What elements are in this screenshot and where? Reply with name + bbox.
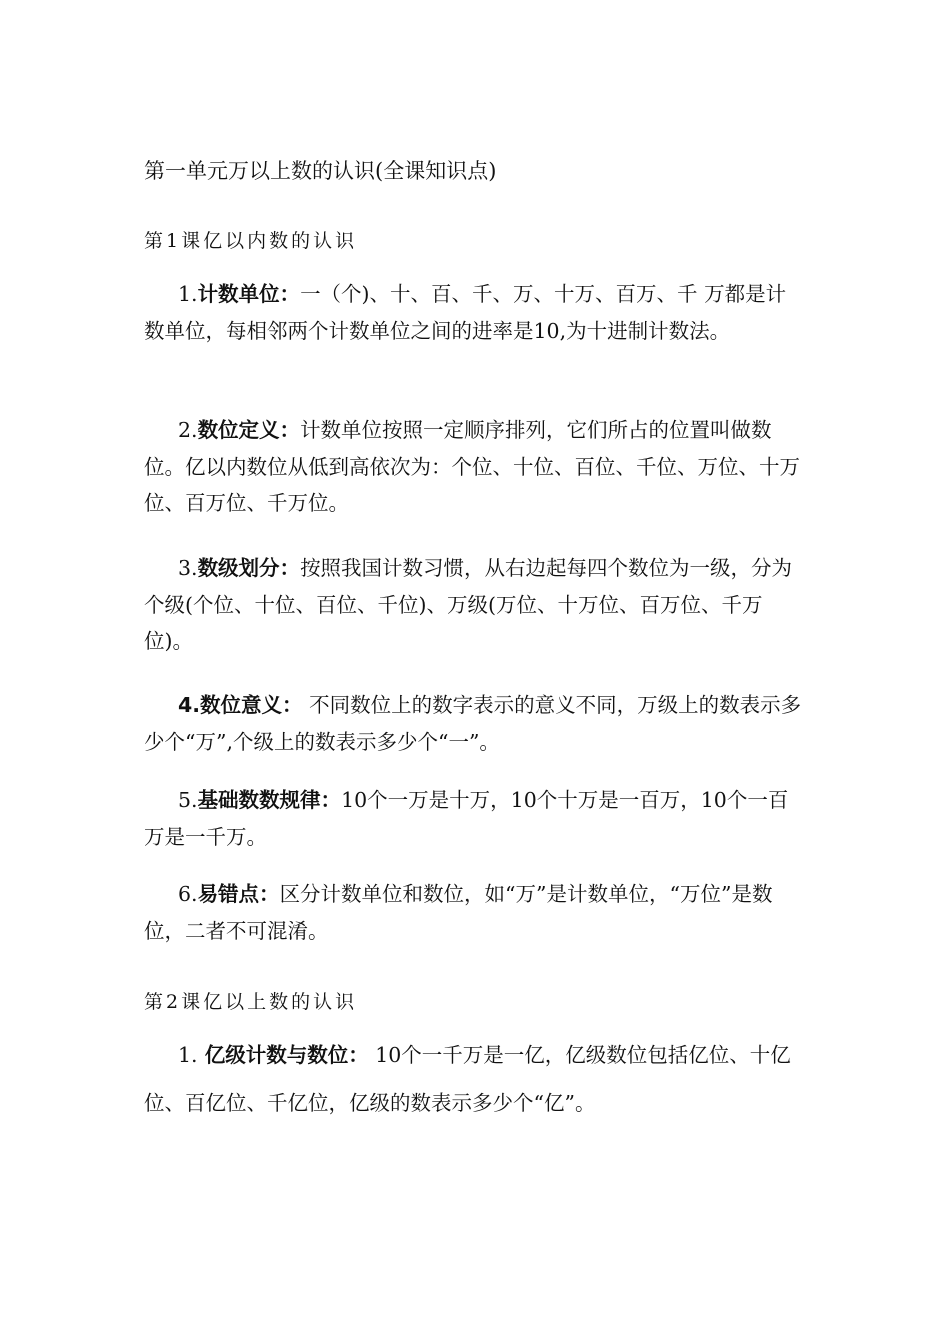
item-term: 数级划分： <box>197 556 301 580</box>
item-term: 数位定义： <box>197 418 301 442</box>
document-title: 第一单元万以上数的认识(全课知识点) <box>144 159 497 183</box>
item-text: 一（个)、十、百、千、万、十万、百万、千 万都是计数单位，每相邻两个计数单位之间的进率是10,为十进制计数法。 <box>144 282 787 343</box>
item-number: 6. <box>178 882 198 906</box>
list-item-digit-meaning <box>144 687 804 760</box>
list-item-counting-rule <box>144 782 804 855</box>
item-text: 区分计数单位和数位，如“万”是计数单位，“万位”是数位，二者不可混淆。 <box>144 882 773 943</box>
item-number: 3. <box>178 556 198 580</box>
list-item-digit-grouping <box>144 550 804 660</box>
item-text: 10个一万是十万，10个十万是一百万，10个一百万是一千万。 <box>144 788 789 849</box>
item-text: 10个一千万是一亿，亿级数位包括亿位、十亿位、百亿位、千亿位，亿级的数表示多少个“亿”。 <box>144 1043 791 1115</box>
list-item-yi-level-units <box>144 1031 804 1127</box>
item-text: 计数单位按照一定顺序排列，它们所占的位置叫做数位。亿以内数位从低到高依次为：个位、十位、百位、千位、万位、十万位、百万位、千万位。 <box>144 418 800 515</box>
list-item-digit-definition <box>144 412 804 522</box>
item-term: 亿级计数与数位： <box>197 1043 369 1067</box>
item-number: 1. <box>178 282 198 306</box>
item-term: 计数单位： <box>197 282 301 306</box>
item-term: 易错点： <box>197 882 280 906</box>
list-item-counting-units <box>144 276 804 349</box>
item-term: 4.数位意义： <box>178 693 303 717</box>
item-number: 2. <box>178 418 198 442</box>
item-number: 5. <box>178 788 198 812</box>
section-heading-lesson-2: 第2课亿以上数的认识 <box>144 991 358 1013</box>
item-number: 1. <box>178 1043 198 1067</box>
item-text: 不同数位上的数字表示的意义不同，万级上的数表示多少个“万”,个级上的数表示多少个“一”。 <box>144 693 802 754</box>
list-item-common-mistakes <box>144 876 804 949</box>
item-text: 按照我国计数习惯，从右边起每四个数位为一级，分为个级(个位、十位、百位、千位)、万级(万位、十万位、百万位、千万位)。 <box>144 556 793 653</box>
section-heading-lesson-1: 第1课亿以内数的认识 <box>144 230 358 252</box>
item-term: 基础数数规律： <box>197 788 342 812</box>
